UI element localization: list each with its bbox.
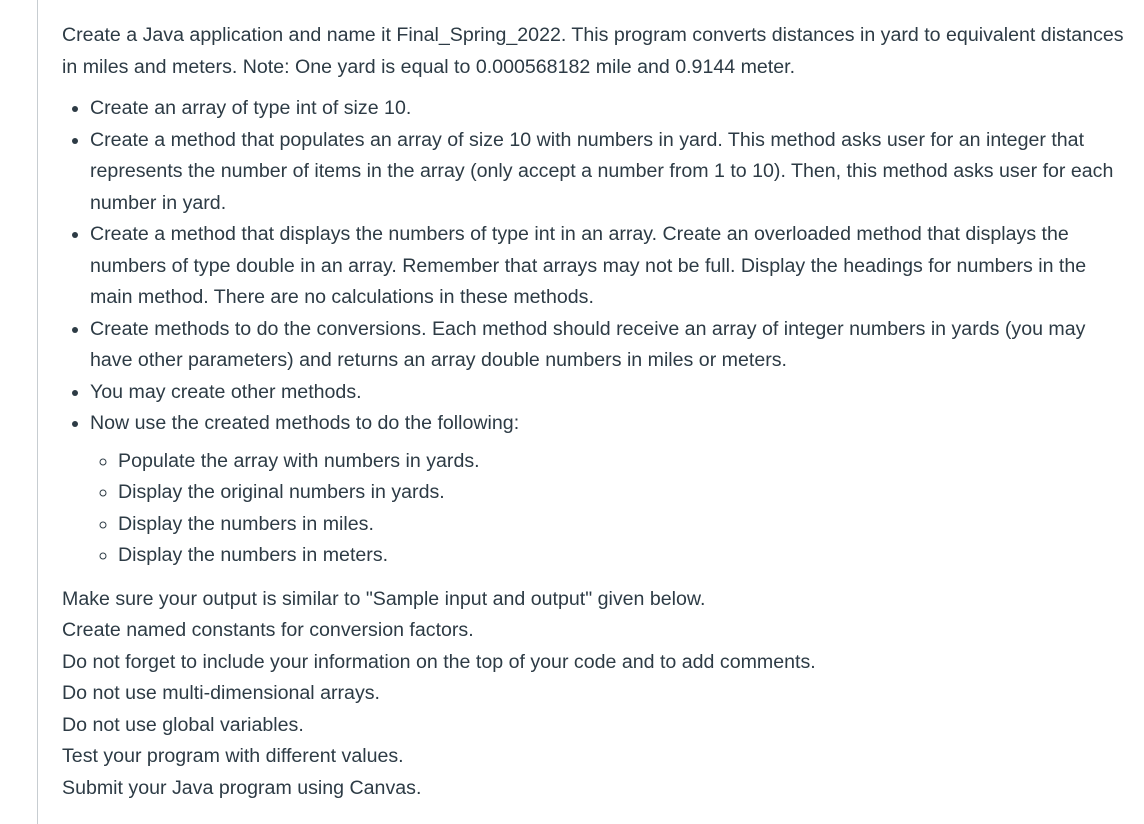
note-line: Create named constants for conversion factors. — [62, 619, 474, 641]
notes-section — [62, 584, 1132, 805]
intro-paragraph: Create a Java application and name it Final_Spring_2022. This program converts distances in yard to equivalent distances in miles and meters. Note: One yard is equal to 0.000568182 mile and 0.9144 meter. — [62, 24, 1124, 78]
note-line: Submit your Java program using Canvas. — [62, 776, 422, 799]
note-line: Do not use multi-dimensional arrays. — [62, 682, 380, 704]
requirement-item: • Create a method that displays the numbers of type int in an array. Create an overloaded method that displays the numbers of type double in an array. Remember that arrays may not be full. Display the headings for numbers in the main method. There are no calculations in these methods. — [90, 219, 1132, 314]
requirement-item: • Create an array of type int of size 10. — [90, 93, 1132, 125]
note-line: Do not use global variables. — [62, 713, 304, 736]
requirement-item-with-steps — [90, 408, 1132, 572]
steps-list — [90, 446, 1132, 572]
step-item: ◦ Display the numbers in meters. — [118, 540, 1132, 572]
requirements-list — [62, 93, 1132, 572]
note-line: Do not forget to include your information on the top of your code and to add comments. — [62, 650, 816, 673]
assignment-description — [62, 20, 1132, 804]
note-line: Make sure your output is similar to "Sample input and output" given below. — [62, 587, 706, 610]
requirement-item: • Create methods to do the conversions. Each method should receive an array of integer numbers in yards (you may have other parameters) and returns an array double numbers in miles or meters. — [90, 314, 1132, 377]
note-line: Test your program with different values. — [62, 745, 404, 767]
step-item: ◦ Display the numbers in miles. — [118, 509, 1132, 541]
requirement-item: • Create a method that populates an array of size 10 with numbers in yard. This method asks user for an integer that represents the number of items in the array (only accept a number from 1 to 10). Then, this method asks user for each number in yard. — [90, 125, 1132, 220]
step-item: ◦ Populate the array with numbers in yards. — [118, 446, 1132, 478]
step-item: ◦ Display the original numbers in yards. — [118, 477, 1132, 509]
requirement-item-text: Now use the created methods to do the following: — [90, 412, 520, 434]
requirement-item: • You may create other methods. — [90, 377, 1132, 409]
